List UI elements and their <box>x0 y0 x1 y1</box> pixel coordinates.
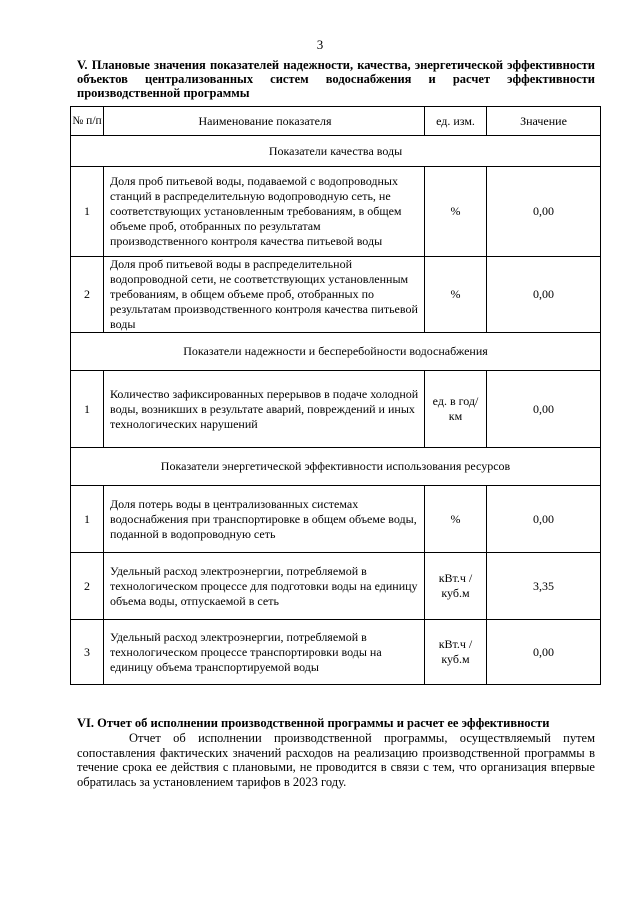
group-row-energy <box>71 448 601 486</box>
table-row <box>71 371 601 448</box>
page-number: 3 <box>316 37 324 52</box>
row-name: Количество зафиксированных перерывов в подаче холодной воды, возникших в результате аварий, повреждений и иных технологических нарушений <box>104 371 425 448</box>
row-name: Удельный расход электроэнергии, потребляемой в технологическом процессе для подготовки воды на единицу объема воды, отпускаемой в сеть <box>104 553 425 620</box>
header-value: Значение <box>487 107 601 136</box>
header-num: № п/п <box>71 107 104 136</box>
row-name: Удельный расход электроэнергии, потребляемой в технологическом процессе транспортировки воды на единицу объема транспортируемой воды <box>104 620 425 685</box>
row-value: 0,00 <box>487 167 601 257</box>
table-row <box>71 257 601 333</box>
row-name: Доля потерь воды в централизованных системах водоснабжения при транспортировке в общем объеме воды, поданной в водопроводную сеть <box>104 486 425 553</box>
row-unit: кВт.ч / куб.м <box>425 553 487 620</box>
row-unit: % <box>425 257 487 333</box>
row-value: 0,00 <box>487 620 601 685</box>
indicators-table <box>70 106 601 685</box>
table-row <box>71 620 601 685</box>
group-title: Показатели надежности и бесперебойности водоснабжения <box>71 333 601 371</box>
section-6-title: VI. Отчет об исполнении производственной программы и расчет ее эффективности <box>77 716 550 730</box>
row-value: 0,00 <box>487 371 601 448</box>
table-row <box>71 486 601 553</box>
row-value: 3,35 <box>487 553 601 620</box>
group-title: Показатели качества воды <box>71 136 601 167</box>
row-num: 1 <box>71 167 104 257</box>
row-value: 0,00 <box>487 486 601 553</box>
row-num: 1 <box>71 486 104 553</box>
group-title: Показатели энергетической эффективности использования ресурсов <box>71 448 601 486</box>
group-row-quality <box>71 136 601 167</box>
row-num: 2 <box>71 553 104 620</box>
row-value: 0,00 <box>487 257 601 333</box>
group-row-reliability <box>71 333 601 371</box>
row-name: Доля проб питьевой воды в распределительной водопроводной сети, не соответствующих установленным требованиям, в общем объеме проб, отобранных по результатам производственного контроля качества питьевой воды <box>104 257 425 333</box>
row-num: 1 <box>71 371 104 448</box>
table-header-row <box>71 107 601 136</box>
section-6-body: Отчет об исполнении производственной программы, осуществляемый путем сопоставления фактических значений расходов на реализацию производственной программы в течение срока ее действия с плановыми, не проводится в связи с тем, что организация впервые обратилась за установлением тарифов в 2023 году. <box>77 731 595 789</box>
section-5-title: V. Плановые значения показателей надежности, качества, энергетической эффективности объектов централизованных систем водоснабжения и расчет эффективности производственной программы <box>77 58 595 100</box>
header-unit: ед. изм. <box>425 107 487 136</box>
row-unit: ед. в год/ км <box>425 371 487 448</box>
row-unit: % <box>425 167 487 257</box>
table-row <box>71 553 601 620</box>
header-name: Наименование показателя <box>104 107 425 136</box>
table-row <box>71 167 601 257</box>
row-name: Доля проб питьевой воды, подаваемой с водопроводных станций в распределительную водопроводную сеть, не соответствующих установленным требованиям, в общем объеме проб, отобранных по результатам производственного контроля качества питьевой воды <box>104 167 425 257</box>
row-num: 2 <box>71 257 104 333</box>
row-unit: кВт.ч / куб.м <box>425 620 487 685</box>
row-num: 3 <box>71 620 104 685</box>
row-unit: % <box>425 486 487 553</box>
